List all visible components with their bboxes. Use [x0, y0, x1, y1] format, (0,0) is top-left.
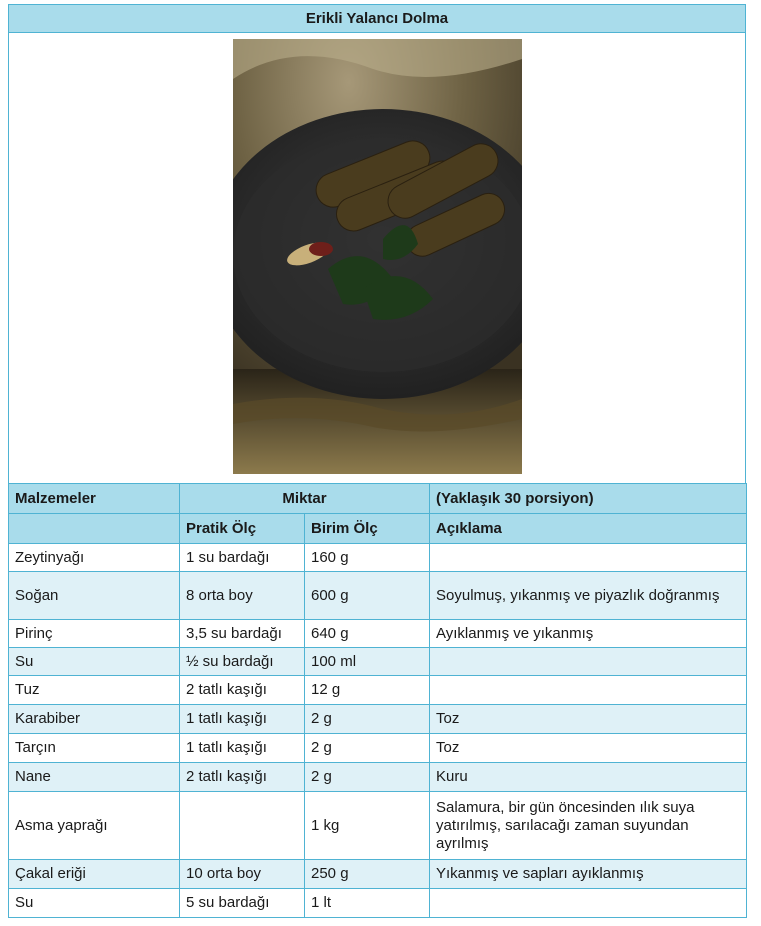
ingredient-cell: Çakal eriği [9, 860, 180, 889]
practical-measure-cell: ½ su bardağı [180, 648, 305, 676]
header-servings: (Yaklaşık 30 porsiyon) [430, 484, 747, 514]
practical-measure-cell: 10 orta boy [180, 860, 305, 889]
note-cell: Ayıklanmış ve yıkanmış [430, 620, 747, 648]
unit-measure-cell: 640 g [305, 620, 430, 648]
ingredient-cell: Su [9, 889, 180, 918]
table-row [9, 620, 747, 648]
unit-measure-cell: 2 g [305, 734, 430, 763]
table-row [9, 734, 747, 763]
ingredient-cell: Nane [9, 763, 180, 792]
practical-measure-cell: 5 su bardağı [180, 889, 305, 918]
header-ingredients: Malzemeler [9, 484, 180, 514]
subheader-row [9, 514, 747, 544]
practical-measure-cell [180, 792, 305, 860]
photo-container [8, 33, 746, 483]
note-cell [430, 544, 747, 572]
ingredient-cell: Zeytinyağı [9, 544, 180, 572]
subheader-practical: Pratik Ölç [180, 514, 305, 544]
practical-measure-cell: 1 tatlı kaşığı [180, 705, 305, 734]
ingredient-cell: Su [9, 648, 180, 676]
ingredient-cell: Tarçın [9, 734, 180, 763]
recipe-title: Erikli Yalancı Dolma [8, 4, 746, 33]
table-row [9, 676, 747, 705]
unit-measure-cell: 12 g [305, 676, 430, 705]
table-row [9, 544, 747, 572]
ingredient-cell: Karabiber [9, 705, 180, 734]
subheader-unit: Birim Ölç [305, 514, 430, 544]
header-row [9, 484, 747, 514]
ingredient-cell: Soğan [9, 572, 180, 620]
table-row [9, 763, 747, 792]
table-row [9, 860, 747, 889]
header-amount: Miktar [180, 484, 430, 514]
note-cell: Soyulmuş, yıkanmış ve piyazlık doğranmış [430, 572, 747, 620]
note-cell: Kuru [430, 763, 747, 792]
table-row [9, 705, 747, 734]
note-cell [430, 889, 747, 918]
ingredient-cell: Pirinç [9, 620, 180, 648]
practical-measure-cell: 3,5 su bardağı [180, 620, 305, 648]
note-cell: Yıkanmış ve sapları ayıklanmış [430, 860, 747, 889]
table-row [9, 792, 747, 860]
table-row [9, 572, 747, 620]
recipe-card [8, 4, 746, 918]
ingredients-table [8, 483, 747, 918]
practical-measure-cell: 8 orta boy [180, 572, 305, 620]
subheader-note: Açıklama [430, 514, 747, 544]
practical-measure-cell: 2 tatlı kaşığı [180, 763, 305, 792]
note-cell [430, 676, 747, 705]
unit-measure-cell: 250 g [305, 860, 430, 889]
table-row [9, 889, 747, 918]
ingredient-cell: Tuz [9, 676, 180, 705]
practical-measure-cell: 1 su bardağı [180, 544, 305, 572]
note-cell: Salamura, bir gün öncesinden ılık suya yatırılmış, sarılacağı zaman suyundan ayrılmış [430, 792, 747, 860]
stuffed-vine-leaves-photo [233, 39, 522, 474]
unit-measure-cell: 600 g [305, 572, 430, 620]
unit-measure-cell: 2 g [305, 705, 430, 734]
practical-measure-cell: 1 tatlı kaşığı [180, 734, 305, 763]
ingredient-cell: Asma yaprağı [9, 792, 180, 860]
practical-measure-cell: 2 tatlı kaşığı [180, 676, 305, 705]
note-cell: Toz [430, 734, 747, 763]
unit-measure-cell: 1 lt [305, 889, 430, 918]
unit-measure-cell: 1 kg [305, 792, 430, 860]
note-cell [430, 648, 747, 676]
note-cell: Toz [430, 705, 747, 734]
unit-measure-cell: 160 g [305, 544, 430, 572]
subheader-empty [9, 514, 180, 544]
unit-measure-cell: 2 g [305, 763, 430, 792]
unit-measure-cell: 100 ml [305, 648, 430, 676]
table-row [9, 648, 747, 676]
